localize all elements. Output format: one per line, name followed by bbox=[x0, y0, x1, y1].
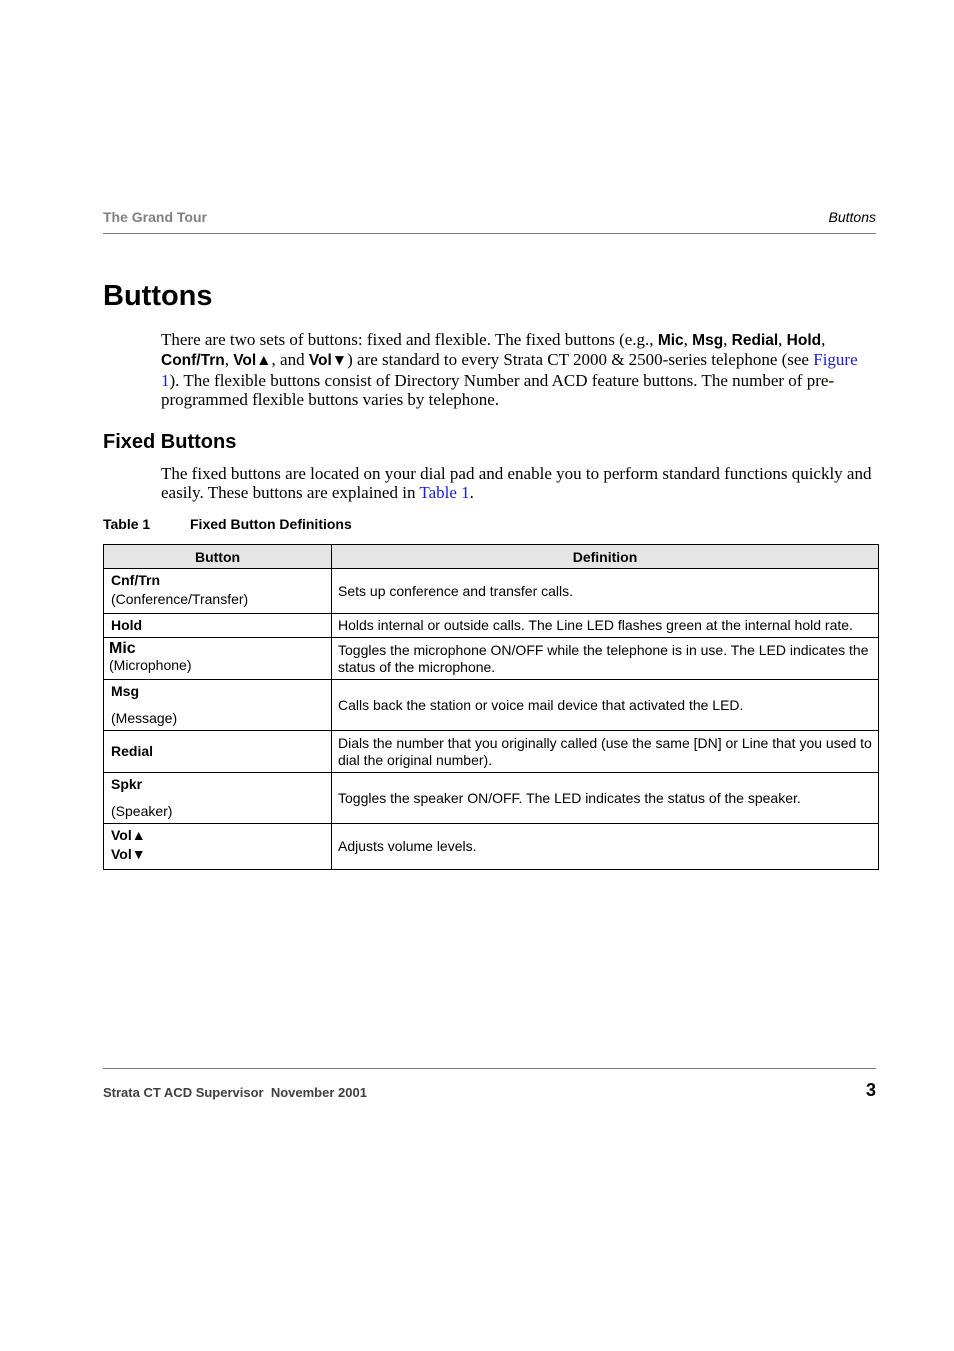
fixed-text-2: . bbox=[469, 483, 474, 503]
definition-cell: Calls back the station or voice mail device that activated the LED. bbox=[332, 680, 879, 731]
table-label: Table 1 bbox=[103, 516, 151, 532]
redial-button-name: Redial bbox=[731, 332, 779, 349]
header-section-title: The Grand Tour bbox=[103, 209, 207, 225]
button-name: Cnf/Trn bbox=[111, 572, 160, 588]
sep: , bbox=[778, 330, 787, 349]
definition-cell: Sets up conference and transfer calls. bbox=[332, 569, 879, 614]
footer-document-title: Strata CT ACD Supervisor November 2001 bbox=[103, 1085, 367, 1100]
footer-divider bbox=[103, 1068, 876, 1069]
button-name: Mic bbox=[109, 640, 136, 657]
button-cell bbox=[104, 680, 332, 731]
fixed-text-1: The fixed buttons are located on your dial pad and enable you to perform standard functions quickly and easily. These buttons are explained in bbox=[161, 464, 872, 503]
table-title: Fixed Button Definitions bbox=[190, 516, 352, 532]
button-full-name: (Speaker) bbox=[111, 803, 173, 819]
button-name: Vol▲ bbox=[111, 827, 146, 843]
fixed-buttons-heading: Fixed Buttons bbox=[103, 431, 237, 453]
definition-cell: Toggles the microphone ON/OFF while the telephone is in use. The LED indicates the status of the microphone. bbox=[332, 638, 879, 680]
button-name: Redial bbox=[111, 743, 154, 759]
table-header-row bbox=[104, 545, 879, 569]
button-cell bbox=[104, 614, 332, 638]
definition-cell: Holds internal or outside calls. The Line LED flashes green at the internal hold rate. bbox=[332, 614, 879, 638]
hold-button-name: Hold bbox=[786, 332, 822, 349]
table-row bbox=[104, 731, 879, 773]
vol-down-button-name: Vol▼ bbox=[308, 352, 348, 370]
conf-button-name: Conf/Trn bbox=[161, 352, 225, 370]
button-cell bbox=[104, 773, 332, 824]
sep: , bbox=[224, 350, 234, 370]
button-cell bbox=[104, 824, 332, 870]
mic-button-name: Mic bbox=[657, 332, 684, 349]
sep: , bbox=[723, 330, 732, 349]
definition-cell: Toggles the speaker ON/OFF. The LED indicates the status of the speaker. bbox=[332, 773, 879, 824]
vol-up-button-name: Vol▲ bbox=[233, 352, 272, 370]
table-row bbox=[104, 614, 879, 638]
table-row bbox=[104, 638, 879, 680]
button-cell bbox=[104, 569, 332, 614]
button-name-2: Vol▼ bbox=[111, 846, 146, 862]
page-number: 3 bbox=[865, 1080, 876, 1100]
figure-1-link[interactable]: Figure 1 bbox=[161, 350, 858, 390]
button-name: Msg bbox=[111, 683, 139, 699]
button-name: Spkr bbox=[111, 776, 143, 792]
button-full-name: (Microphone) bbox=[109, 657, 192, 673]
msg-button-name: Msg bbox=[692, 332, 724, 349]
fixed-button-definitions-table bbox=[103, 544, 879, 870]
table-1-link[interactable]: Table 1 bbox=[419, 483, 470, 503]
sep: , bbox=[683, 330, 693, 349]
table-caption bbox=[103, 516, 352, 532]
table-row bbox=[104, 824, 879, 870]
intro-text-1: There are two sets of buttons: fixed and flexible. The fixed buttons (e.g., bbox=[161, 330, 658, 349]
button-cell bbox=[104, 731, 332, 773]
sep: , and bbox=[271, 350, 309, 370]
intro-paragraph bbox=[161, 330, 877, 409]
table-row bbox=[104, 773, 879, 824]
definition-cell: Adjusts volume levels. bbox=[332, 824, 879, 870]
column-header-button: Button bbox=[104, 545, 332, 569]
page-header bbox=[103, 209, 876, 234]
table-row bbox=[104, 569, 879, 614]
sep: , bbox=[821, 330, 826, 349]
header-chapter-title: Buttons bbox=[828, 209, 876, 225]
button-cell bbox=[104, 638, 332, 680]
button-full-name: (Conference/Transfer) bbox=[111, 591, 249, 607]
fixed-buttons-paragraph bbox=[161, 464, 877, 503]
column-header-definition: Definition bbox=[332, 545, 879, 569]
button-name: Hold bbox=[111, 617, 143, 633]
table-row bbox=[104, 680, 879, 731]
intro-text-2: ) are standard to every Strata CT 2000 & 2500-series telephone (see bbox=[347, 350, 814, 370]
button-full-name: (Message) bbox=[111, 710, 178, 726]
definition-cell: Dials the number that you originally called (use the same [DN] or Line that you used to dial the original number). bbox=[332, 731, 879, 773]
intro-text-3: ). The flexible buttons consist of Directory Number and ACD feature buttons. The number of pre-programmed flexible buttons varies by telephone. bbox=[161, 370, 835, 409]
page-title: Buttons bbox=[103, 280, 213, 312]
